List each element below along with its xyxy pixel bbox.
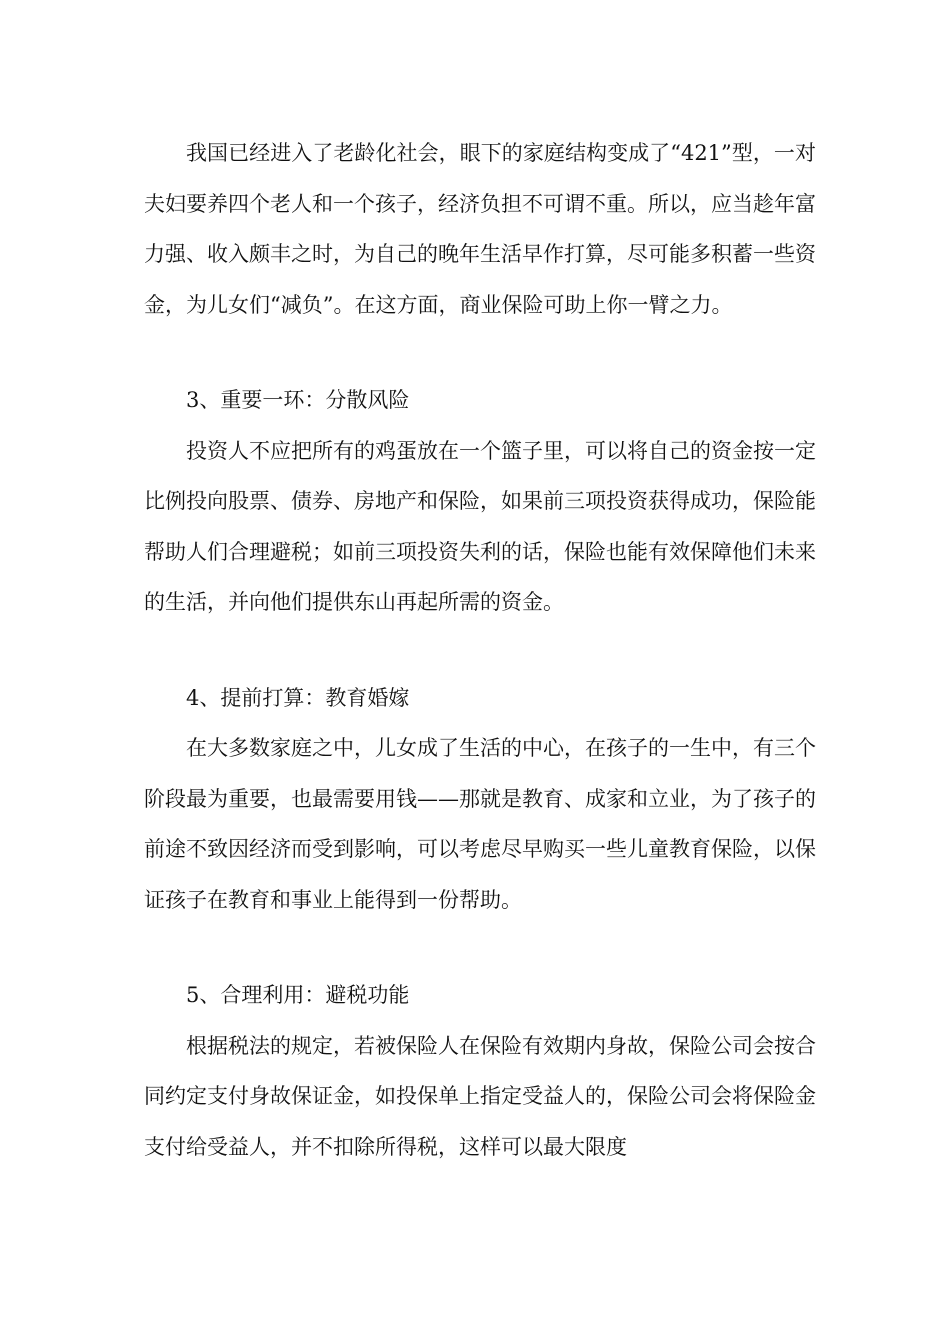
section-heading-4: 4、提前打算：教育婚嫁 [186, 685, 410, 710]
section-heading-3: 3、重要一环：分散风险 [186, 388, 410, 412]
paragraph-aging-society: 我国已经进入了老龄化社会，眼下的家庭结构变成了“421”型，一对夫妇要养四个老人和一个孩子，经济负担不可谓不重。所以，应当趁年富力强、收入颇丰之时，为自己的晚年生活早作打算，尽可能多积蓄一些资金，为儿女们“减负”。在这方面，商业保险可助上你一臂之力。 [144, 141, 816, 317]
paragraph-tax-avoidance: 根据税法的规定，若被保险人在保险有效期内身故，保险公司会按合同约定支付身故保证金，如投保单上指定受益人的，保险公司会将保险金支付给受益人，并不扣除所得税，这样可以最大限度 [144, 1033, 816, 1159]
paragraph-education-marriage: 在大多数家庭之中，儿女成了生活的中心，在孩子的一生中，有三个阶段最为重要，也最需要用钱——那就是教育、成家和立业，为了孩子的前途不致因经济而受到影响，可以考虑尽早购买一些儿童教育保险，以保证孩子在教育和事业上能得到一份帮助。 [144, 736, 816, 912]
section-gap [144, 330, 816, 375]
section-heading-5: 5、合理利用：避税功能 [186, 983, 410, 1007]
section-gap [144, 925, 816, 970]
document-body [144, 128, 816, 1172]
paragraph-diversify-risk: 投资人不应把所有的鸡蛋放在一个篮子里，可以将自己的资金按一定比例投向股票、债券、房地产和保险，如果前三项投资获得成功，保险能帮助人们合理避税；如前三项投资失利的话，保险也能有效保障他们未来的生活，并向他们提供东山再起所需的资金。 [144, 438, 816, 614]
section-gap [144, 628, 816, 673]
